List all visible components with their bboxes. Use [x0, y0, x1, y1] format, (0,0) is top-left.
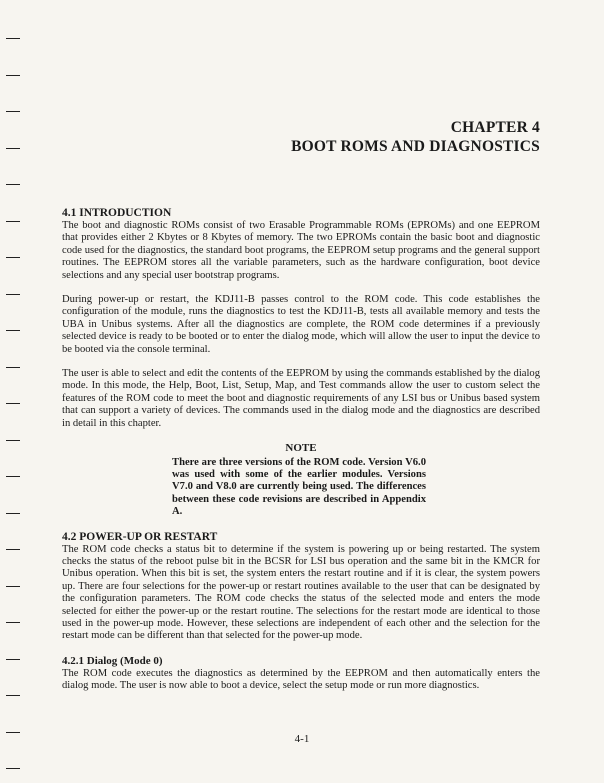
margin-tick	[6, 38, 20, 39]
margin-tick	[6, 513, 20, 514]
margin-tick	[6, 476, 20, 477]
paragraph: The user is able to select and edit the contents of the EEPROM by using the commands established by the dialog mode. In this mode, the Help, Boot, List, Setup, Map, and Test commands allow the user to custom select the features of the ROM code to meet the boot and diagnostic requirements of any LSI bus or Unibus based system that can support a variety of devices. The commands used in the dialog mode and the diagnostics are described in detail in this chapter.	[62, 368, 540, 429]
margin-tick	[6, 148, 20, 149]
margin-tick	[6, 659, 20, 660]
margin-tick	[6, 586, 20, 587]
margin-tick	[6, 695, 20, 696]
note-title: NOTE	[285, 442, 317, 455]
paragraph: The ROM code checks a status bit to determine if the system is powering up or being restarted. The system checks the status of the reboot pulse bit in the BCSR for LSI bus operation and the same bit in the KMCR for Unibus operation. When this bit is set, the system enters the restart routine and if it is clear, the system powers up. There are four selections for the power-up or restart routines available to the user that can be designated by the configuration parameters. The ROM code checks the status of the selected mode and enters the mode selected for either the power-up or the restart routine. The selections for the restart mode are identical to those used in the power-up mode. However, these selections are independent of each other and the selection for the restart mode can be different than that selected for the power-up mode.	[62, 543, 540, 642]
margin-tick	[6, 111, 20, 112]
margin-tick	[6, 403, 20, 404]
subsection-heading-dialog: 4.2.1 Dialog (Mode 0)	[62, 654, 163, 667]
margin-tick	[6, 257, 20, 258]
chapter-number: CHAPTER 4	[450, 119, 540, 136]
margin-tick	[6, 622, 20, 623]
margin-tick	[6, 440, 20, 441]
page-body	[62, 207, 540, 705]
margin-tick	[6, 294, 20, 295]
paragraph: During power-up or restart, the KDJ11-B passes control to the ROM code. This code establishes the configuration of the module, runs the diagnostics to test the KDJ11-B, tests all available memory and tests the UBA in Unibus systems. After all the diagnostics are complete, the ROM code determines if a previously selected device is ready to be booted or to enter the dialog mode, which will allow the user to input the device to be booted via the console terminal.	[62, 294, 540, 355]
binding-margin-marks	[6, 0, 22, 783]
margin-tick	[6, 330, 20, 331]
margin-tick	[6, 549, 20, 550]
section-heading-power-up: 4.2 POWER-UP OR RESTART	[62, 530, 218, 543]
page-number: 4-1	[294, 733, 310, 745]
margin-tick	[6, 221, 20, 222]
paragraph: The boot and diagnostic ROMs consist of two Erasable Programmable ROMs (EPROMs) and one EEPROM that provides either 2 Kbytes or 8 Kbytes of memory. The two EPROMs contain the basic boot and diagnostic code used for the diagnostics, the standard boot programs, the EEPROM setup programs and the general support routines. The EEPROM stores all the variable parameters, such as the hardware configuration, boot device selections and any special user bootstrap programs.	[62, 220, 540, 281]
margin-tick	[6, 768, 20, 769]
note-text: There are three versions of the ROM code. Version V6.0 was used with some of the earlier modules. Versions V7.0 and V8.0 are currently being used. The differences between these code revisions are described in Appendix A.	[172, 456, 426, 518]
margin-tick	[6, 75, 20, 76]
section-heading-introduction: 4.1 INTRODUCTION	[62, 207, 172, 219]
margin-tick	[6, 184, 20, 185]
chapter-header	[291, 118, 540, 156]
chapter-title: BOOT ROMS AND DIAGNOSTICS	[291, 138, 540, 155]
margin-tick	[6, 367, 20, 368]
paragraph: The ROM code executes the diagnostics as determined by the EEPROM and then automatically enters the dialog mode. The user is now able to boot a device, select the setup mode or run more diagnostics.	[62, 667, 540, 692]
